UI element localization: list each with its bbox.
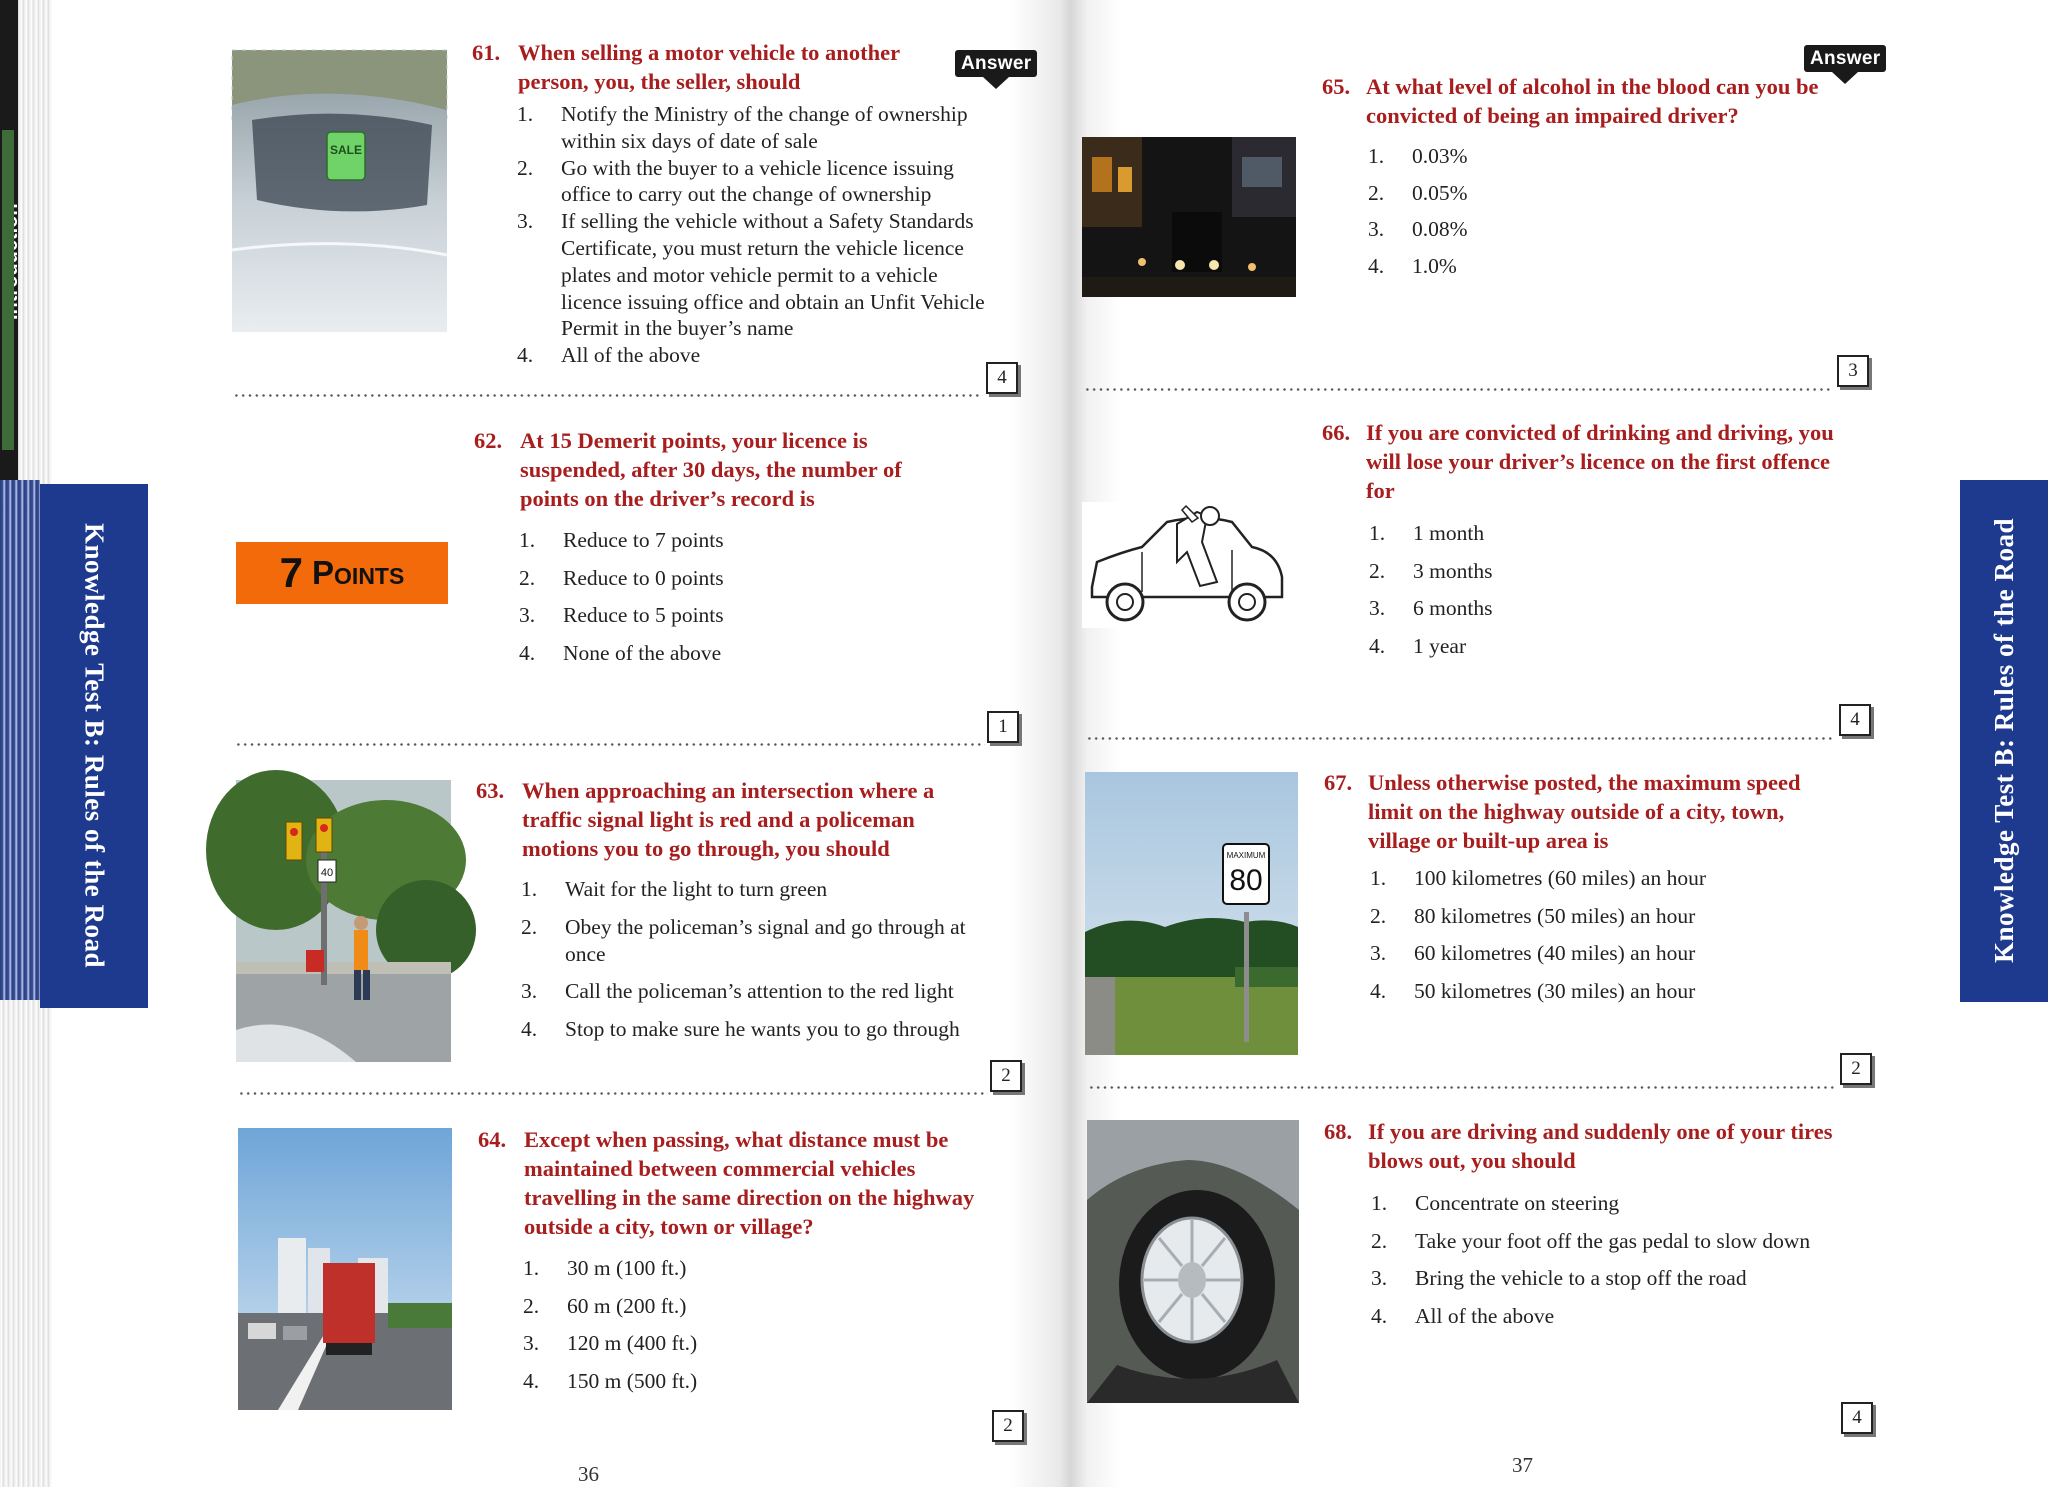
q64-option-1: 1. 30 m (100 ft.) — [523, 1256, 687, 1280]
q67-sign-value: 80 — [1229, 864, 1263, 897]
q68-number: 68. — [1324, 1119, 1353, 1144]
q66-answer-box: 4 — [1839, 704, 1871, 736]
q65-number: 65. — [1322, 74, 1351, 99]
q61-text: When selling a motor vehicle to another person, you, the seller, should — [518, 40, 900, 94]
q62-answer-box: 1 — [987, 711, 1019, 743]
q64-option-3: 3. 120 m (400 ft.) — [523, 1331, 698, 1355]
q64-options — [523, 1255, 983, 1405]
q66-option-4: 4. 1 year — [1369, 633, 1467, 658]
q63-options — [521, 876, 991, 1053]
q65-option-4: 4. 1.0% — [1368, 253, 1457, 278]
q61-photo-car-for-sale — [232, 50, 447, 332]
q68-options — [1371, 1190, 1871, 1340]
left-answer-badge: Answer — [955, 50, 1037, 77]
q62-number: 62. — [474, 428, 503, 453]
divider-63-64 — [238, 1092, 988, 1095]
q62-option-3: 3. Reduce to 5 points — [519, 603, 724, 627]
q62-option-1: 1. Reduce to 7 points — [519, 528, 724, 552]
q63-photo-policeman-intersection — [236, 780, 451, 1062]
q67-sign-top: MAXIMUM — [1226, 851, 1266, 860]
q67-answer-box: 2 — [1840, 1053, 1872, 1085]
q67-option-1: 1. 100 kilometres (60 miles) an hour — [1370, 866, 1706, 890]
q68-option-3: 3. Bring the vehicle to a stop off the road — [1371, 1266, 1747, 1290]
left-page-number: 36 — [578, 1462, 599, 1486]
q62-options — [519, 527, 979, 677]
divider-65-66 — [1084, 388, 1832, 391]
q62-points-graphic — [236, 542, 448, 604]
left-section-tab — [40, 484, 148, 1008]
q65-answer-box: 3 — [1837, 355, 1869, 387]
q61-answer-box: 4 — [986, 362, 1018, 394]
stack-tab-green — [2, 130, 14, 450]
q64-number: 64. — [478, 1127, 507, 1152]
q63-text: When approaching an intersection where a traffic signal light is red and a policeman motions you to go through, you should — [522, 778, 935, 861]
q67-photo-speed-sign — [1085, 772, 1298, 1055]
q68-option-2: 2. Take your foot off the gas pedal to slow down — [1371, 1228, 1811, 1253]
q67-option-4: 4. 50 kilometres (30 miles) an hour — [1370, 978, 1696, 1003]
q62-option-4: 4. None of the above — [519, 640, 722, 665]
q68-text: If you are driving and suddenly one of your tires blows out, you should — [1368, 1119, 1833, 1173]
q61-number: 61. — [472, 40, 501, 65]
q62-text: At 15 Demerit points, your licence is suspended, after 30 days, the number of points on the driver’s record is — [520, 428, 902, 511]
q66-text: If you are convicted of drinking and driving, you will lose your driver’s licence on the first offence for — [1366, 420, 1834, 503]
q61-option-3: 3. If selling the vehicle without a Safety Standards Certificate, you must return the vehicle licence plates and motor vehicle permit to a vehicle licence issuing office and obtain an Unfit Vehicle Permit in the buyer’s name — [517, 209, 985, 341]
right-answer-badge: Answer — [1804, 45, 1886, 72]
divider-61-62 — [233, 394, 983, 397]
q67-text: Unless otherwise posted, the maximum speed limit on the highway outside of a city, town, village or built-up area is — [1368, 770, 1801, 853]
q62-points-word: Points — [312, 554, 405, 591]
q61-option-4: 4. All of the above — [517, 343, 701, 368]
q66-number: 66. — [1322, 420, 1351, 445]
right-section-tab — [1960, 480, 2048, 1002]
q63-number: 63. — [476, 778, 505, 803]
q65-option-2: 2. 0.05% — [1368, 180, 1468, 205]
q68-option-4: 4. All of the above — [1371, 1303, 1555, 1328]
q66-question — [1322, 418, 1842, 505]
q64-option-4: 4. 150 m (500 ft.) — [523, 1368, 698, 1393]
divider-66-67 — [1086, 737, 1834, 740]
q61-option-2: 2. Go with the buyer to a vehicle licence issuing office to carry out the change of ownership — [517, 155, 954, 207]
q61-options — [517, 101, 987, 369]
q66-option-1: 1. 1 month — [1369, 521, 1485, 545]
q68-answer-box: 4 — [1841, 1402, 1873, 1434]
q64-answer-box: 2 — [992, 1410, 1024, 1442]
q67-option-3: 3. 60 kilometres (40 miles) an hour — [1370, 941, 1696, 965]
right-page-number: 37 — [1512, 1453, 1533, 1477]
q63-option-3: 3. Call the policeman’s attention to the red light — [521, 979, 954, 1003]
q62-option-2: 2. Reduce to 0 points — [519, 565, 724, 590]
q66-illustration-drinking-driver — [1082, 502, 1294, 628]
q61-question — [472, 38, 942, 96]
q65-photo-night-street — [1082, 137, 1296, 297]
q63-question — [476, 776, 956, 863]
right-section-tab-label: Knowledge Test B: Rules of the Road — [1988, 518, 2019, 964]
q61-option-1: 1. Notify the Ministry of the change of ownership within six days of date of sale — [517, 102, 968, 153]
q68-photo-flat-tire — [1087, 1120, 1299, 1403]
q68-question — [1324, 1117, 1844, 1175]
q64-question — [478, 1125, 978, 1241]
q63-sign-text: 40 — [320, 867, 334, 879]
q64-option-2: 2. 60 m (200 ft.) — [523, 1293, 687, 1318]
q64-text: Except when passing, what distance must be maintained between commercial vehicles travelling in the same direction on the highway outside a city, town or village? — [524, 1127, 975, 1239]
q65-option-3: 3. 0.08% — [1368, 217, 1468, 241]
q67-question — [1324, 768, 1834, 855]
divider-67-68 — [1088, 1086, 1836, 1089]
q64-photo-highway-truck — [238, 1128, 452, 1410]
q63-answer-box: 2 — [990, 1060, 1022, 1092]
q63-option-2: 2. Obey the policeman’s signal and go through at once — [521, 914, 966, 966]
q67-options — [1370, 865, 1850, 1015]
q65-option-1: 1. 0.03% — [1368, 144, 1468, 168]
q63-option-1: 1. Wait for the light to turn green — [521, 877, 828, 901]
q62-points-number: 7 — [279, 549, 303, 596]
q65-question — [1322, 72, 1842, 130]
q63-option-4: 4. Stop to make sure he wants you to go through — [521, 1016, 960, 1041]
q65-options — [1368, 143, 1668, 289]
q68-option-1: 1. Concentrate on steering — [1371, 1191, 1620, 1215]
left-section-tab-label: Knowledge Test B: Rules of the Road — [79, 523, 110, 969]
q66-options — [1369, 520, 1669, 670]
q67-number: 67. — [1324, 770, 1353, 795]
q67-option-2: 2. 80 kilometres (50 miles) an hour — [1370, 903, 1696, 928]
q65-text: At what level of alcohol in the blood can you be convicted of being an impaired driver? — [1366, 74, 1819, 128]
q66-option-3: 3. 6 months — [1369, 596, 1493, 620]
q62-question — [474, 426, 944, 513]
divider-62-63 — [235, 743, 985, 746]
sale-sign-text: SALE — [329, 143, 363, 157]
stack-tab-blue — [0, 480, 40, 1000]
q66-option-2: 2. 3 months — [1369, 558, 1493, 583]
